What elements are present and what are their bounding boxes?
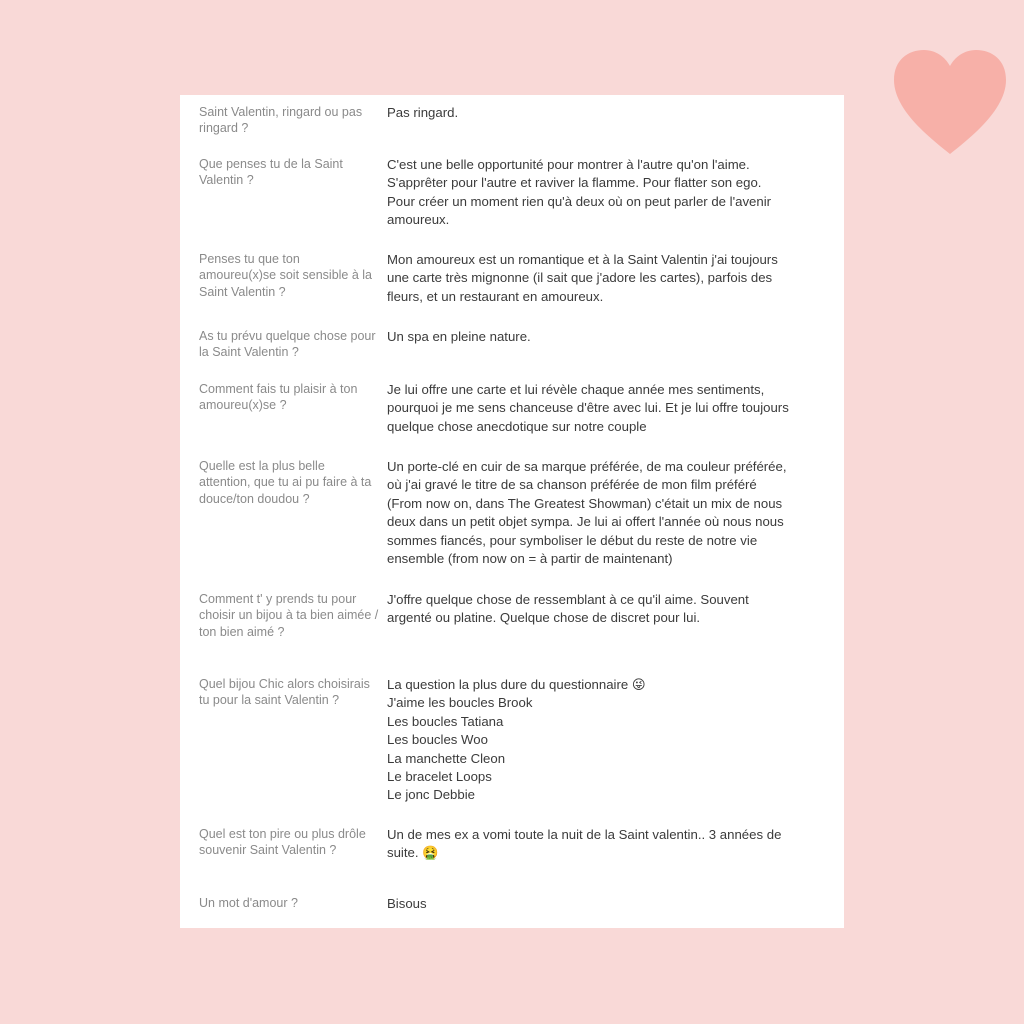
answer-text: Je lui offre une carte et lui révèle chaque année mes sentiments, pourquoi je me sens chanceuse d'être avec lui. Et je lui offre toujours quelque chose anecdotique sur notre couple (387, 382, 789, 434)
question-text: Quel bijou Chic alors choisirais tu pour la saint Valentin ? (199, 677, 370, 708)
answer-text: Mon amoureux est un romantique et à la Saint Valentin j'ai toujours une carte très mignonne (il sait que j'adore les cartes), parfois des fleurs, et un restaurant en amoureux. (387, 252, 778, 304)
question-text: As tu prévu quelque chose pour la Saint Valentin ? (199, 329, 376, 360)
heart-icon (890, 46, 1010, 158)
answer-text: J'offre quelque chose de ressemblant à ce qu'il aime. Souvent argenté ou platine. Quelque chose de discret pour lui. (387, 592, 749, 626)
question-text: Quelle est la plus belle attention, que tu ai pu faire à ta douce/ton doudou ? (199, 459, 372, 506)
question-text: Un mot d'amour ? (199, 896, 298, 910)
answer-text: Pas ringard. (387, 105, 459, 120)
questionnaire-card (180, 95, 844, 928)
question-text: Penses tu que ton amoureu(x)se soit sensible à la Saint Valentin ? (199, 252, 372, 299)
question-text: Comment t' y prends tu pour choisir un bijou à ta bien aimée / ton bien aimé ? (199, 592, 379, 639)
answer-text: Un de mes ex a vomi toute la nuit de la Saint valentin.. 3 années de suite. 🤮 (387, 827, 782, 861)
answer-text: C'est une belle opportunité pour montrer à l'autre qu'on l'aime. S'apprêter pour l'autre et raviver la flamme. Pour flatter son ego. Pour créer un moment rien qu'à deux où on peut parler de l'avenir amoureux. (387, 157, 772, 228)
question-text: Comment fais tu plaisir à ton amoureu(x)se ? (199, 382, 358, 413)
answer-text: Un porte-clé en cuir de sa marque préférée, de ma couleur préférée, où j'ai gravé le titre de sa chanson préférée de mon film préféré (From now on, dans The Greatest Showman) c'était un mix de nous deux dans un petit objet sympa. Je lui ai offert l'année où nous nous sommes fiancés, pour symboliser le début du reste de notre vie ensemble (from now on = à partir de maintenant) (387, 459, 787, 567)
question-text: Saint Valentin, ringard ou pas ringard ? (199, 105, 363, 136)
answer-text: Bisous (387, 896, 427, 911)
answer-text: La question la plus dure du questionnaire 😜 J'aime les boucles Brook Les boucles Tatiana Les boucles Woo La manchette Cleon Le bracelet Loops Le jonc Debbie (387, 677, 646, 803)
question-text: Que penses tu de la Saint Valentin ? (199, 157, 343, 188)
answer-text: Un spa en pleine nature. (387, 329, 531, 344)
question-text: Quel est ton pire ou plus drôle souvenir Saint Valentin ? (199, 827, 366, 858)
